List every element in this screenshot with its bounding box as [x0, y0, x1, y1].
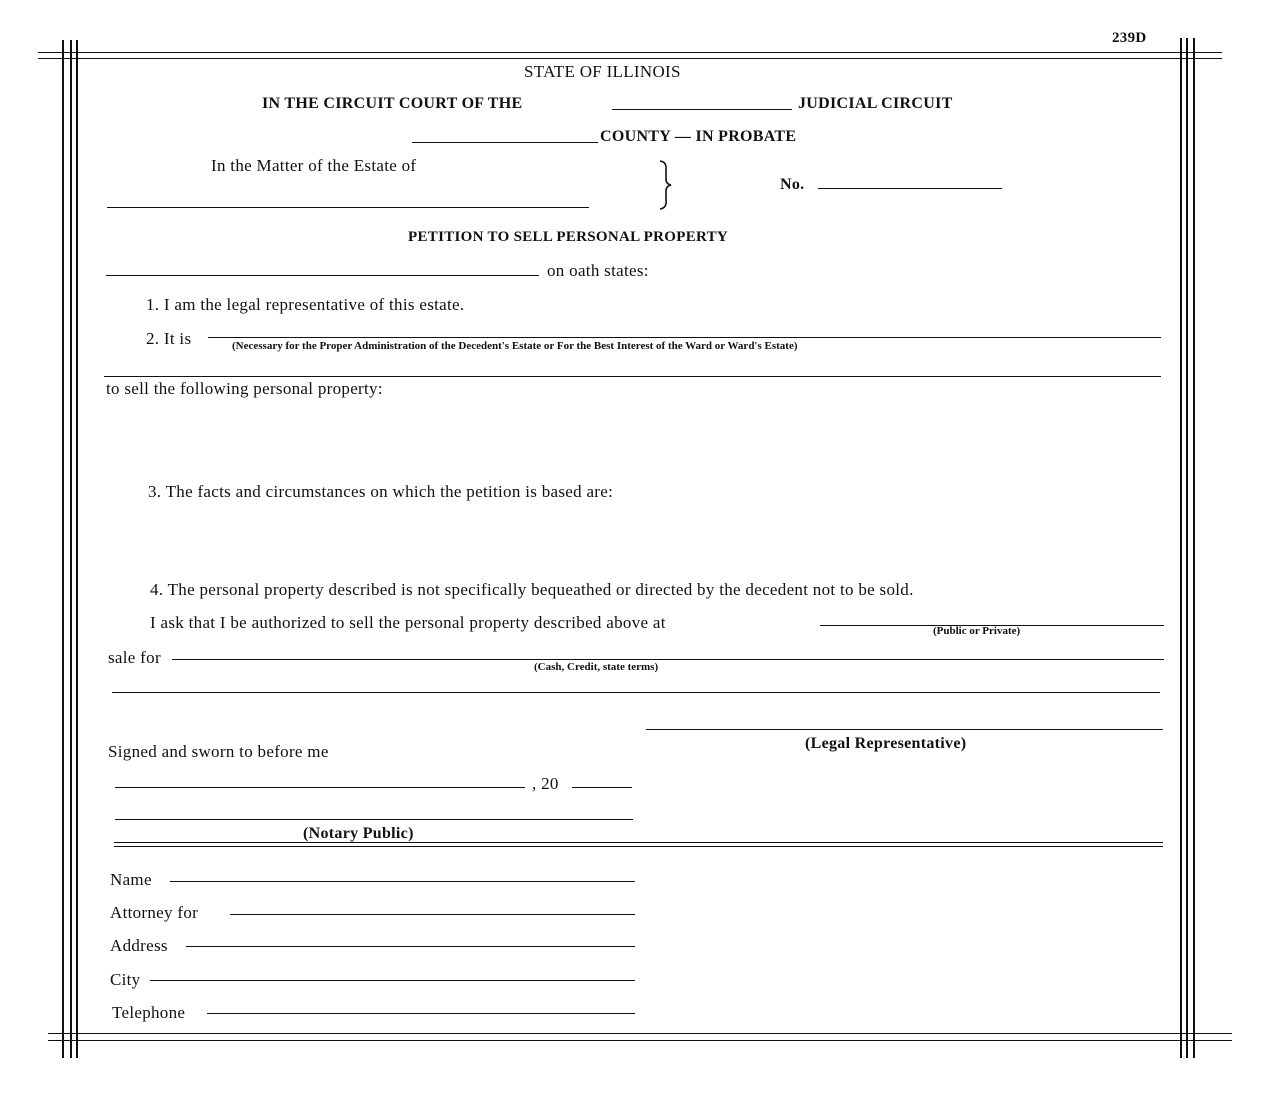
item-2-continuation: to sell the following personal property:: [106, 379, 383, 398]
year-field[interactable]: [572, 787, 632, 788]
name-field[interactable]: [170, 881, 635, 882]
frame-bottom-line-1: [48, 1033, 1232, 1034]
sworn-label: Signed and sworn to before me: [108, 742, 329, 761]
frame-right-line-1: [1180, 38, 1182, 1058]
telephone-field[interactable]: [207, 1013, 635, 1014]
form-number: 239D: [1112, 30, 1147, 46]
legal-representative-signature-field[interactable]: [646, 729, 1163, 730]
name-label: Name: [110, 870, 152, 889]
year-label: , 20: [532, 774, 559, 793]
case-no-label: No.: [780, 176, 805, 193]
frame-right-line-3: [1193, 38, 1195, 1058]
county-field[interactable]: [412, 142, 598, 143]
case-no-field[interactable]: [818, 188, 1002, 189]
city-label: City: [110, 970, 141, 989]
frame-top-line-1: [38, 52, 1222, 53]
sale-terms-field[interactable]: [172, 659, 1164, 660]
state-heading: STATE OF ILLINOIS: [524, 62, 681, 81]
city-field[interactable]: [150, 980, 635, 981]
item-2-continuation-field[interactable]: [104, 376, 1161, 377]
sworn-date-field[interactable]: [115, 787, 525, 788]
judicial-circuit-field[interactable]: [612, 109, 792, 110]
court-suffix: JUDICIAL CIRCUIT: [798, 95, 953, 112]
ask-text: I ask that I be authorized to sell the personal property described above at: [150, 613, 666, 632]
petitioner-name-field[interactable]: [106, 275, 539, 276]
sale-terms-continuation-field[interactable]: [112, 692, 1160, 693]
frame-top-line-2: [38, 58, 1222, 59]
county-label: COUNTY — IN PROBATE: [600, 128, 797, 145]
right-brace: [656, 160, 676, 210]
frame-left-line-3: [76, 40, 78, 1058]
attorney-for-field[interactable]: [230, 914, 635, 915]
address-field[interactable]: [186, 946, 635, 947]
item-2-prefix: 2. It is: [146, 329, 192, 348]
sale-terms-hint: (Cash, Credit, state terms): [534, 661, 659, 673]
estate-of-label: In the Matter of the Estate of: [211, 156, 417, 175]
estate-name-field[interactable]: [107, 207, 589, 208]
item-2-hint: (Necessary for the Proper Administration of the Decedent's Estate or For the Best Interest of the Ward or Ward's Estate): [232, 340, 798, 352]
notary-label: (Notary Public): [303, 825, 414, 842]
item-2-field[interactable]: [208, 337, 1161, 338]
frame-left-line-1: [62, 40, 64, 1058]
attorney-for-label: Attorney for: [110, 903, 199, 922]
section-divider-2: [114, 846, 1163, 847]
frame-left-line-2: [70, 40, 72, 1058]
address-label: Address: [110, 936, 168, 955]
sale-for-label: sale for: [108, 648, 161, 667]
item-1-text: 1. I am the legal representative of this estate.: [146, 295, 465, 314]
notary-signature-field[interactable]: [115, 819, 633, 820]
item-3-text: 3. The facts and circumstances on which the petition is based are:: [148, 482, 614, 501]
frame-right-line-2: [1186, 38, 1188, 1058]
telephone-label: Telephone: [112, 1003, 186, 1022]
petition-title: PETITION TO SELL PERSONAL PROPERTY: [408, 229, 729, 245]
frame-bottom-line-2: [48, 1040, 1232, 1041]
oath-label: on oath states:: [547, 261, 649, 280]
legal-representative-label: (Legal Representative): [805, 735, 967, 752]
public-private-hint: (Public or Private): [933, 625, 1021, 637]
section-divider-1: [114, 842, 1163, 843]
item-4-text: 4. The personal property described is not specifically bequeathed or directed by the decedent not to be sold.: [150, 580, 914, 599]
court-prefix: IN THE CIRCUIT COURT OF THE: [262, 95, 523, 112]
